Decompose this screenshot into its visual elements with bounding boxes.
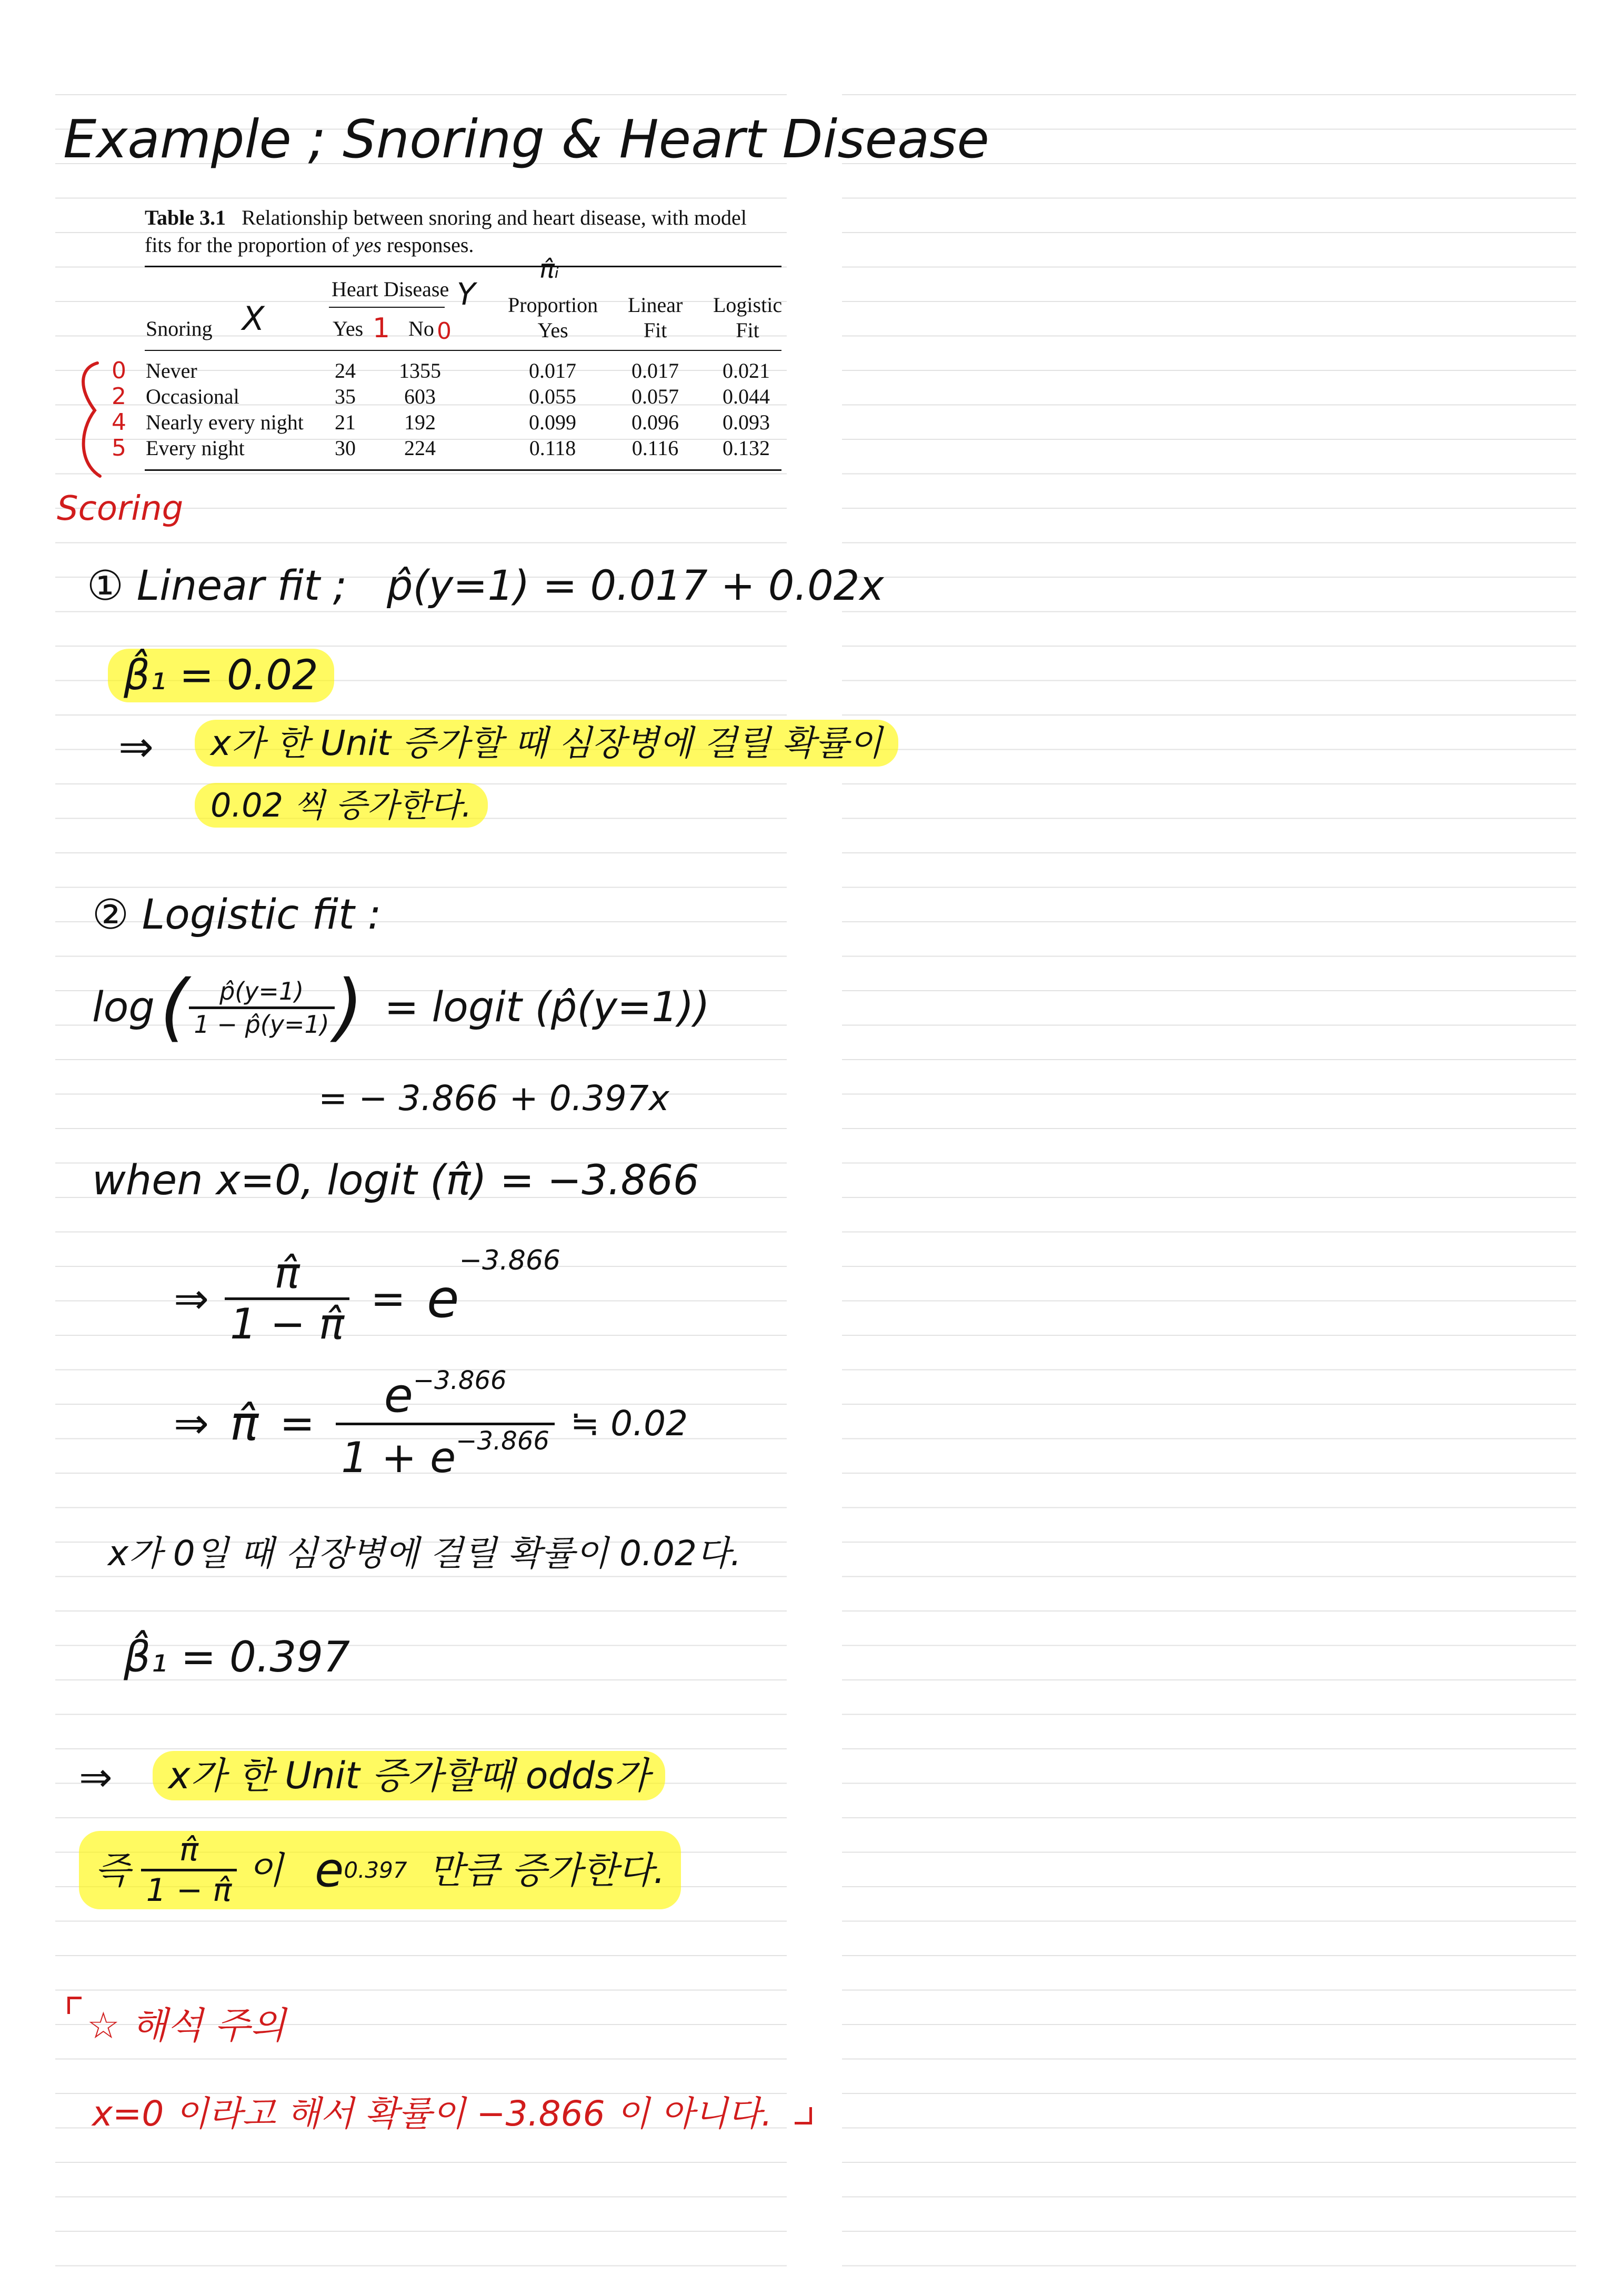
header-linear-fit — [628, 293, 683, 343]
pi-over-1-minus-pi — [225, 1248, 349, 1348]
annot-yes-mark: 1 — [373, 313, 390, 344]
beta-logistic: β̂₁ = 0.397 — [124, 1633, 350, 1681]
den-one-plus-e: 1 + e — [341, 1433, 456, 1483]
header-linear-2: Fit — [643, 318, 667, 342]
one-minus-pi-den: 1 − π̂ — [225, 1297, 349, 1345]
table-caption-text3: responses. — [381, 233, 474, 257]
cell-prop: 0.099 — [529, 410, 576, 434]
cell-snoring: Every night — [146, 436, 245, 460]
table-top-rule — [145, 266, 781, 267]
odds-suffix: 만큼 증가한다. — [428, 1848, 665, 1892]
x0-probability-sentence: x가 0일 때 심장병에 걸릴 확률이 0.02다. — [108, 1533, 741, 1574]
pi-hat-num: π̂ — [274, 1248, 300, 1297]
odds-numerator: p̂(y=1) — [219, 976, 304, 1005]
cell-yes: 30 — [335, 436, 356, 460]
annot-y: Y — [457, 276, 476, 312]
linear-interp-text2: 0.02 씩 증가한다. — [195, 783, 488, 828]
odds-denominator: 1 − p̂(y=1) — [189, 1006, 335, 1036]
scoring-label: Scoring — [57, 489, 184, 528]
table-caption-label: Table 3.1 — [145, 206, 226, 229]
cell-linear: 0.116 — [631, 436, 679, 460]
equals-sign: = — [370, 1274, 406, 1323]
header-proportion-2: Yes — [537, 318, 568, 342]
cell-snoring: Occasional — [146, 385, 239, 408]
paren-close: ) — [334, 964, 364, 1050]
cell-yes: 21 — [335, 410, 356, 434]
odds-arrow-2: ⇒ — [79, 1754, 113, 1800]
odds-e: e — [314, 1842, 344, 1898]
row-score: 5 — [112, 435, 126, 461]
cell-logistic: 0.132 — [723, 436, 770, 460]
group-rule — [329, 307, 445, 308]
header-proportion-1: Proportion — [508, 293, 598, 317]
cell-snoring: Never — [146, 359, 197, 382]
scoring-bracket — [74, 358, 121, 479]
cell-prop: 0.055 — [529, 385, 576, 408]
linear-interp-line2 — [195, 786, 488, 824]
page-title: Example ; Snoring & Heart Disease — [63, 108, 989, 170]
approx-value: ≒ 0.02 — [570, 1403, 688, 1444]
cell-yes: 24 — [335, 359, 356, 382]
pi-hat: π̂ — [230, 1395, 259, 1451]
caution-corner-bottom — [795, 2107, 812, 2124]
caution-corner-top — [67, 1997, 82, 2014]
linear-fit-equation: p̂(y=1) = 0.017 + 0.02x — [387, 562, 884, 610]
row-score: 4 — [112, 409, 126, 436]
table-header-rule — [145, 350, 781, 351]
odds-equation — [174, 1245, 560, 1348]
row-score: 0 — [112, 357, 126, 384]
odds-interp-text1: x가 한 Unit 증가할때 odds가 — [153, 1751, 665, 1800]
odds-frac-2 — [141, 1831, 237, 1909]
linear-interp-line1 — [195, 723, 898, 763]
header-snoring: Snoring — [146, 317, 213, 340]
cell-logistic: 0.093 — [723, 410, 770, 434]
linear-interp-text1: x가 한 Unit 증가할 때 심장병에 걸릴 확률이 — [195, 720, 898, 767]
cell-no: 224 — [404, 436, 436, 460]
header-proportion — [508, 293, 598, 343]
cell-no: 603 — [404, 385, 436, 408]
equals-sign-2: = — [279, 1398, 315, 1448]
logit-equation: = − 3.866 + 0.397x — [318, 1078, 669, 1119]
odds-fraction — [189, 976, 335, 1039]
cell-yes: 35 — [335, 385, 356, 408]
pi-solution — [174, 1366, 688, 1483]
cell-prop: 0.017 — [529, 359, 576, 382]
den-exp: −3.866 — [456, 1426, 549, 1456]
logistic-fraction — [336, 1366, 555, 1483]
log-word: log — [92, 984, 155, 1031]
beta-linear-text: β̂₁ = 0.02 — [108, 649, 334, 702]
e-exponent: −3.866 — [459, 1245, 560, 1276]
header-yes: Yes — [333, 317, 364, 340]
odds-interp-highlight — [79, 1831, 681, 1909]
cell-no: 1355 — [399, 359, 441, 382]
cell-linear: 0.057 — [631, 385, 679, 408]
cell-linear: 0.017 — [631, 359, 679, 382]
table-caption-text: Relationship between snoring and heart disease, with model — [242, 206, 747, 229]
odds-arrow: ⇒ — [174, 1274, 209, 1323]
num-e: e — [384, 1368, 413, 1424]
odds-interp-line1 — [153, 1754, 665, 1797]
header-logistic-fit — [713, 293, 782, 343]
table-caption-emphasis: yes — [354, 233, 382, 257]
paren-open: ( — [159, 964, 189, 1050]
odds-interp-line2 — [79, 1831, 681, 1909]
header-logistic-2: Fit — [736, 318, 759, 342]
odds-frac-num: π̂ — [179, 1831, 199, 1868]
e-base: e — [427, 1267, 459, 1330]
table-caption-text2: fits for the proportion of — [145, 233, 355, 257]
caution-body: x=0 이라고 해서 확률이 −3.866 이 아니다. — [92, 2093, 773, 2134]
cell-linear: 0.096 — [631, 410, 679, 434]
pi-arrow: ⇒ — [174, 1398, 209, 1448]
odds-frac-den: 1 − π̂ — [141, 1869, 237, 1906]
annot-no-mark: 0 — [437, 318, 452, 345]
when-x0-line: when x=0, logit (π̂) = −3.866 — [92, 1157, 699, 1204]
annot-x: X — [242, 299, 265, 338]
cell-logistic: 0.044 — [723, 385, 770, 408]
header-heart-disease: Heart Disease — [332, 277, 449, 301]
cell-logistic: 0.021 — [723, 359, 770, 382]
cell-snoring: Nearly every night — [146, 410, 304, 434]
linear-fit-heading: ① Linear fit ; — [87, 562, 347, 610]
table-caption — [145, 204, 747, 259]
header-linear-1: Linear — [628, 293, 683, 317]
beta-linear — [108, 652, 334, 699]
annot-pi: π̂ᵢ — [539, 255, 559, 284]
logistic-fit-heading: ② Logistic fit : — [92, 891, 382, 939]
cell-no: 192 — [404, 410, 436, 434]
linear-arrow: ⇒ — [118, 722, 154, 771]
header-logistic-1: Logistic — [713, 293, 783, 317]
row-score: 2 — [112, 383, 126, 410]
odds-prefix: 즉 — [95, 1848, 131, 1892]
odds-e-exp: 0.397 — [344, 1857, 407, 1883]
num-exp: −3.866 — [413, 1366, 507, 1395]
header-no: No — [408, 317, 434, 340]
cell-prop: 0.118 — [529, 436, 576, 460]
caution-heading: ☆ 해석 주의 — [87, 2004, 286, 2047]
odds-mid: 이 — [247, 1848, 283, 1892]
logit-rhs: = logit (p̂(y=1)) — [384, 984, 710, 1031]
logit-definition — [92, 964, 710, 1050]
table-bottom-rule — [145, 469, 781, 471]
